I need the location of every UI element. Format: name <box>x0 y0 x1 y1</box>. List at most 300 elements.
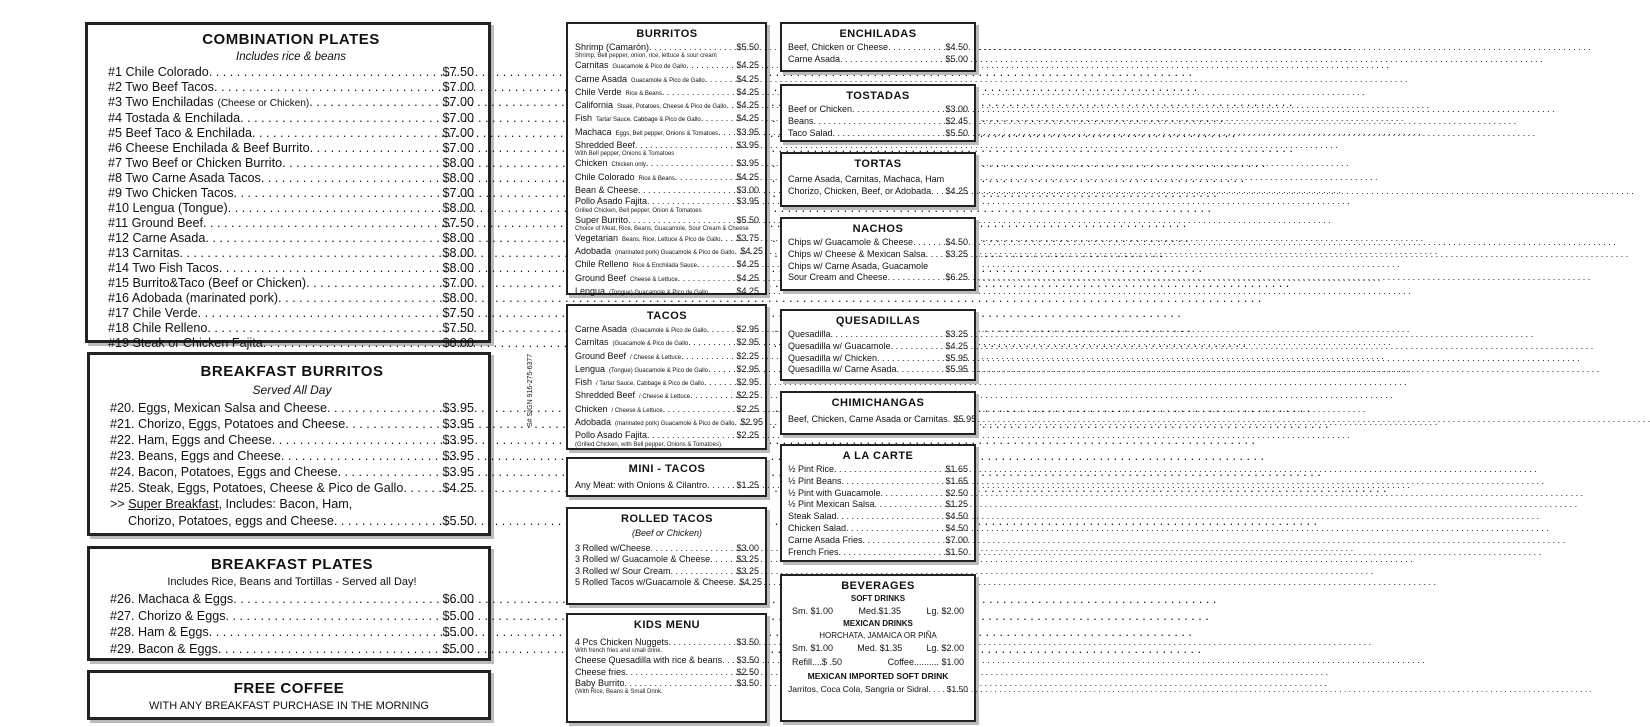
menu-item-note: Steak, Potatoes, Cheese & Pico de Gallo <box>617 104 727 111</box>
section-title: FREE COFFEE <box>233 680 345 697</box>
menu-item-price: $5.50 <box>736 42 759 52</box>
menu-item-price: $2.25 <box>736 350 759 361</box>
nachos-section: NACHOS Chips w/ Guacamole & Cheese . . . $4.50 Chips w/ Cheese & Mexican Salsa . . . $3.25 Chips w/ Carne Asada, Guacamole Sour Cream and Cheese . . . $6.25 <box>780 217 976 291</box>
menu-item <box>575 233 759 246</box>
menu-item-price: $3.95 <box>736 126 759 137</box>
mini-tacos-list <box>575 480 759 491</box>
menu-item <box>788 364 968 376</box>
menu-item-description: Shrimp, Bell pepper, onion, rice, lettuce & sour cream <box>575 53 717 60</box>
menu-item-name: 3 Rolled w/Cheese <box>575 543 651 553</box>
menu-item-name: #20. Eggs, Mexican Salsa and Cheese <box>110 401 328 415</box>
menu-item-name: Shredded Beef <box>575 140 636 151</box>
menu-item-note: Rice & Beans <box>638 175 675 182</box>
menu-item-name: #13 Carnitas <box>108 246 180 260</box>
menu-item-price: $7.50 <box>442 321 474 335</box>
menu-item-name: Carnitas <box>575 60 609 71</box>
menu-item-price: $7.00 <box>442 141 474 155</box>
menu-item-price: $5.50 <box>945 127 968 138</box>
menu-item-note: (marinated pork) Guacamole & Pico de Gallo <box>615 250 735 257</box>
menu-item-price: $7.00 <box>442 111 474 125</box>
menu-item-note: Tartar Sauce, Cabbage & Pico de Gallo <box>596 117 701 124</box>
menu-item <box>575 390 759 403</box>
menu-item-name: #15 Burrito&Taco (Beef or Chicken) <box>108 276 307 290</box>
menu-item-price: $8.00 <box>442 201 474 215</box>
menu-item-name: Pollo Asado Fajita <box>575 196 648 207</box>
menu-item-note: Guacamole & Pico de Gallo <box>631 77 705 84</box>
enchiladas-list <box>788 42 968 66</box>
menu-item-price: $4.25 <box>736 60 759 71</box>
menu-item <box>108 65 474 80</box>
menu-item-price: $4.25 <box>736 272 759 283</box>
menu-item-note: (Tongue) Guacamole & Pico de Gallo <box>609 290 709 297</box>
menu-item <box>575 42 759 53</box>
menu-item <box>575 678 759 689</box>
section-subtitle: Includes rice & beans <box>236 51 346 63</box>
menu-item-name: Adobada <box>575 246 612 257</box>
menu-item <box>108 95 474 111</box>
tacos-list <box>575 324 763 449</box>
menu-item <box>575 543 759 554</box>
menu-item <box>575 196 759 207</box>
menu-item-price: $7.50 <box>442 65 474 79</box>
menu-item <box>110 465 474 480</box>
menu-item-price: $2.95 <box>736 363 759 374</box>
menu-item <box>575 140 759 151</box>
menu-item <box>108 306 474 321</box>
menu-item-name: Chicken Salad <box>788 522 847 533</box>
menu-item-name: Quesadilla w/ Carne Asada <box>788 364 897 375</box>
menu-item-name: Carne Asada <box>788 53 841 64</box>
menu-item-price: $2.95 <box>736 337 759 348</box>
enchiladas-section <box>780 22 976 72</box>
menu-item-name: #9 Two Chicken Tacos <box>108 186 234 200</box>
menu-item-note: / Cheese & Lettuce <box>611 407 663 414</box>
menu-item <box>108 321 474 336</box>
burritos-section <box>566 22 767 295</box>
menu-item-note: Rice & Beans <box>625 90 662 97</box>
menu-item <box>575 185 759 196</box>
menu-item <box>575 215 759 226</box>
menu-item <box>575 566 759 577</box>
menu-item-price: $3.50 <box>736 677 759 688</box>
free-coffee-section <box>87 670 491 720</box>
menu-item <box>575 74 759 87</box>
section-subtitle: (Beef or Chicken) <box>631 528 703 538</box>
section-title: BREAKFAST PLATES <box>211 556 373 573</box>
tostadas-list <box>788 104 968 139</box>
menu-item-price: $2.25 <box>736 403 759 414</box>
mexican-drinks-label: MEXICAN DRINKS <box>843 619 913 628</box>
menu-item-price: $1.50 <box>946 684 968 694</box>
menu-item-name: Shrimp (Camarón) <box>575 42 650 52</box>
menu-item-price: $8.00 <box>442 156 474 170</box>
menu-item <box>108 80 474 95</box>
menu-item-price: $3.50 <box>736 655 759 666</box>
menu-item-price: $4.25 <box>945 185 968 196</box>
menu-item-price: $3.25 <box>736 554 759 565</box>
menu-item <box>788 499 968 511</box>
menu-item <box>108 141 474 156</box>
menu-item-name: Adobada <box>575 417 612 428</box>
menu-item <box>575 364 759 377</box>
menu-item-price: $2.50 <box>736 666 759 677</box>
menu-item-price: $2.25 <box>736 430 759 441</box>
quesadillas-list <box>788 329 968 376</box>
menu-item-name: Chile Colorado <box>575 171 635 182</box>
section-title: BURRITOS <box>636 28 698 40</box>
menu-item <box>575 273 759 286</box>
menu-item-price: $5.95 <box>953 414 977 424</box>
menu-item-price: $7.50 <box>442 306 474 320</box>
menu-item <box>110 609 474 624</box>
menu-item-note: Cheese & Lettuce <box>630 276 678 283</box>
side-print: S# SIGN 916-275-6377 <box>527 353 534 427</box>
menu-item-price: $2.95 <box>736 324 759 334</box>
menu-item <box>788 488 968 500</box>
menu-item-name: Chips w/ Cheese & Mexican Salsa <box>788 248 926 259</box>
section-title: BEVERAGES <box>841 580 915 592</box>
menu-item <box>108 216 474 231</box>
menu-item-price: $6.00 <box>442 592 474 606</box>
menu-item-name: #22. Ham, Eggs and Cheese <box>110 433 272 447</box>
menu-item-name: #8 Two Carne Asada Tacos <box>108 171 261 185</box>
section-title: ENCHILADAS <box>839 28 917 40</box>
menu-item <box>575 259 759 272</box>
menu-item-name: Chicken <box>575 158 608 169</box>
section-title: CHIMICHANGAS <box>831 397 925 409</box>
menu-item <box>575 158 759 171</box>
menu-item-price: $7.50 <box>442 216 474 230</box>
menu-item <box>575 60 759 73</box>
section-subtitle: WITH ANY BREAKFAST PURCHASE IN THE MORNING <box>149 700 429 712</box>
menu-item-note: Guacamole & Pico de Gallo <box>612 64 687 71</box>
menu-item <box>575 286 759 299</box>
menu-item-name: Carne Asada <box>575 73 628 84</box>
menu-item-name: Fish <box>575 377 593 388</box>
menu-item-name: Steak Salad <box>788 511 837 522</box>
section-title: MINI - TACOS <box>628 463 706 475</box>
menu-item <box>788 511 968 523</box>
menu-item: Jarritos, Coca Cola, Sangria or Sidral . . . $1.50 <box>788 683 968 695</box>
menu-item-name: Pollo Asado Fajita <box>575 430 648 441</box>
menu-item-price: $8.00 <box>442 261 474 275</box>
menu-item-name: #7 Two Beef or Chicken Burrito <box>108 156 283 170</box>
menu-item-name: #17 Chile Verde <box>108 306 198 320</box>
menu-item <box>110 625 474 640</box>
menu-item <box>788 329 968 341</box>
menu-item-name: #12 Carne Asada <box>108 231 206 245</box>
menu-item-name: 5 Rolled Tacos w/Guacamole & Cheese <box>575 576 734 587</box>
menu-item-name: #26. Machaca & Eggs <box>110 592 234 606</box>
menu-item-name: 4 Pcs Chicken Nuggets <box>575 637 669 647</box>
menu-item-price: $4.50 <box>945 237 968 247</box>
menu-item <box>575 430 759 441</box>
menu-item-price: $1.65 <box>945 464 968 474</box>
menu-item <box>575 554 759 565</box>
menu-item-price: $5.00 <box>442 608 474 623</box>
menu-item <box>788 523 968 535</box>
menu-item-price: $8.00 <box>442 231 474 245</box>
soft-drinks-label: SOFT DRINKS <box>850 594 906 603</box>
menu-item-name: #5 Beef Taco & Enchilada <box>108 126 252 140</box>
menu-item-description: With french fries and small drink. <box>575 648 663 655</box>
menu-item-name: Ground Beef <box>575 350 627 361</box>
menu-item-name: #4 Tostada & Enchilada <box>108 111 241 125</box>
a-la-carte-list <box>788 464 968 558</box>
menu-item-price: $4.50 <box>945 42 968 52</box>
super-breakfast-line-2: Chorizo, Potatoes, eggs and Cheese . . . $5.50 <box>110 514 474 529</box>
menu-item <box>575 667 759 678</box>
menu-item-name: Vegetarian <box>575 232 619 243</box>
menu-item-name: Cheese Quesadilla with rice & beans <box>575 655 723 666</box>
menu-item-price: $3.95 <box>442 401 474 415</box>
menu-item: Chorizo, Chicken, Beef, or Adobada . . . $4.25 <box>788 186 968 198</box>
menu-item-name: Super Burrito <box>575 214 629 225</box>
menu-item <box>108 276 474 291</box>
menu-item <box>575 172 759 185</box>
section-title: TORTAS <box>854 158 902 170</box>
section-subtitle: Served All Day <box>252 383 332 397</box>
menu-item <box>108 336 474 351</box>
menu-item <box>575 655 759 666</box>
menu-item-price: $7.00 <box>945 534 968 545</box>
menu-item-name: Beef or Chicken <box>788 104 853 114</box>
tostadas-section <box>780 84 976 142</box>
section-subtitle: Includes Rice, Beans and Tortillas - Served all Day! <box>167 576 417 588</box>
menu-item-price: $5.00 <box>945 53 968 64</box>
menu-item-name: Beef, Chicken or Cheese <box>788 42 889 52</box>
menu-item-name: Cheese fries <box>575 666 626 677</box>
menu-item-note: Beans, Rice, Lettuce & Pico de Gallo <box>622 236 721 243</box>
menu-item-price: $5.00 <box>442 641 474 656</box>
menu-item <box>110 449 474 464</box>
menu-item-price: $2.95 <box>740 417 763 428</box>
menu-item-price: $1.25 <box>736 480 759 490</box>
menu-item <box>788 547 968 559</box>
menu-item <box>788 128 968 140</box>
menu-item-price: $5.50 <box>736 214 759 225</box>
menu-item-name: #23. Beans, Eggs and Cheese <box>110 449 281 463</box>
menu-item-price: $3.00 <box>736 184 759 195</box>
menu-item-price: $3.95 <box>442 433 474 447</box>
menu-item-price: $8.00 <box>442 291 474 305</box>
menu-item-price: $3.25 <box>945 329 968 339</box>
nachos-list <box>788 237 968 261</box>
menu-item-price: $3.00 <box>945 104 968 114</box>
menu-item-name: Baby Burrito <box>575 677 625 688</box>
menu-item-price: $4.50 <box>945 522 968 533</box>
menu-item <box>108 186 474 201</box>
menu-item <box>108 111 474 126</box>
menu-item-name: Beef, Chicken, Carne Asada or Carnitas <box>788 414 948 424</box>
beverages-section <box>780 574 976 722</box>
menu-item-description: With Bell pepper, Onions & Tomatoes <box>575 151 675 158</box>
menu-item-note: / Cheese & Lettuce <box>639 394 691 401</box>
menu-item-name: California <box>575 100 614 111</box>
menu-item-price: $7.00 <box>442 186 474 200</box>
menu-item-name: ½ Pint Mexican Salsa <box>788 499 875 510</box>
menu-item-price: $3.95 <box>736 140 759 151</box>
menu-item <box>575 246 763 259</box>
menu-item <box>788 54 968 66</box>
menu-item-name: Carne Asada <box>575 324 628 334</box>
refill-coffee-line: Refill....$ .50 Coffee.......... $1.00 <box>792 657 964 667</box>
menu-item <box>788 42 968 54</box>
menu-item-price: $4.25 <box>736 73 759 84</box>
menu-item-price: $4.25 <box>736 113 759 124</box>
menu-item-price: $4.25 <box>739 576 762 587</box>
mini-tacos-section <box>566 457 767 497</box>
menu-item-name: Quesadilla <box>788 329 831 339</box>
menu-item-name: Shredded Beef <box>575 390 636 401</box>
menu-item-name: #18 Chile Relleno <box>108 321 208 335</box>
menu-item-name: Carnitas <box>575 337 609 348</box>
menu-item-name: Chile Relleno <box>575 259 629 270</box>
kids-menu-section <box>566 613 767 723</box>
menu-item <box>788 353 968 365</box>
menu-item-name: Lengua <box>575 286 606 297</box>
menu-item-note: (Cheese or Chicken) <box>217 98 310 109</box>
menu-item <box>575 480 759 491</box>
menu-item-price: $7.00 <box>442 80 474 94</box>
menu-item-price: $5.00 <box>442 625 474 639</box>
menu-item-name: Chile Verde <box>575 86 622 97</box>
menu-item-name: Quesadilla w/ Guacamole <box>788 340 891 351</box>
menu-item-name: #25. Steak, Eggs, Potatoes, Cheese & Pico de Gallo <box>110 481 404 495</box>
menu-item-price: $2.50 <box>945 487 968 498</box>
menu-item-price: $3.95 <box>442 417 474 431</box>
menu-item-price: $1.50 <box>945 546 968 557</box>
menu-item-name: ½ Pint Beans <box>788 475 842 486</box>
menu-item-price: $4.25 <box>736 86 759 97</box>
menu-item-name: 3 Rolled w/ Sour Cream <box>575 565 671 576</box>
menu-item-note: / Cheese & Lettuce <box>630 354 682 361</box>
menu-item-name: Ground Beef <box>575 272 627 283</box>
menu-item <box>575 87 759 100</box>
menu-item-price: $4.25 <box>736 171 759 182</box>
menu-item-price: $4.25 <box>736 286 759 297</box>
menu-item-price: $8.00 <box>442 246 474 260</box>
combination-list <box>108 65 474 351</box>
menu-item <box>788 476 968 488</box>
menu-item <box>110 417 474 432</box>
menu-item-note: / Tartar Sauce, Cabbage & Pico de Gallo <box>596 381 704 388</box>
menu-item <box>575 417 763 430</box>
menu-item-price: $8.00 <box>442 171 474 185</box>
menu-item <box>108 261 474 276</box>
menu-item-name: #24. Bacon, Potatoes, Eggs and Cheese <box>110 465 338 479</box>
rolled-tacos-section <box>566 507 767 605</box>
menu-item-name: #3 Two Enchiladas <box>108 95 214 109</box>
mexican-drinks-flavors: HORCHATA, JAMAICA OR PIÑA <box>819 631 937 640</box>
menu-item-price: $4.25 <box>945 340 968 351</box>
menu-item <box>575 637 759 648</box>
menu-item-price: $3.95 <box>442 465 474 479</box>
menu-item <box>575 351 759 364</box>
menu-item-name: #1 Chile Colorado <box>108 65 209 79</box>
menu-item-price: $3.00 <box>736 543 759 553</box>
menu-item-price: $5.95 <box>945 364 968 375</box>
menu-item <box>788 104 968 116</box>
menu-item <box>108 291 474 306</box>
menu-item-note: (Guacamole & Pico de Gallo <box>631 328 707 334</box>
menu-item <box>788 414 977 426</box>
imported-drinks-label: MEXICAN IMPORTED SOFT DRINK <box>807 671 949 681</box>
menu-item <box>788 464 968 476</box>
menu-item <box>110 592 474 607</box>
menu-item-price: $2.95 <box>736 377 759 388</box>
menu-item-name: #19 Steak or Chicken Fajita <box>108 336 263 350</box>
section-title: ROLLED TACOS <box>621 513 713 525</box>
menu-item-name: Bean & Cheese <box>575 184 639 195</box>
menu-item <box>788 116 968 128</box>
menu-item <box>110 481 474 496</box>
combination-plates-section <box>85 22 491 350</box>
menu-item <box>108 156 474 171</box>
menu-item <box>110 642 474 657</box>
menu-item-note: (Tongue) Guacamole & Pico de Gallo <box>609 367 709 374</box>
menu-item-note: Eggs, Bell pepper, Onions & Tomatoes <box>615 130 719 137</box>
menu-item-name: Fish <box>575 113 593 124</box>
menu-item-price: $1.65 <box>945 475 968 486</box>
menu-item-name: Carne Asada Fries <box>788 534 863 545</box>
breakfast-plates-section <box>87 546 491 661</box>
section-title: COMBINATION PLATES <box>202 31 380 48</box>
section-title: TOSTADAS <box>846 90 910 102</box>
menu-item <box>575 337 759 350</box>
menu-item <box>575 100 759 113</box>
menu-item-name: Chicken <box>575 403 608 414</box>
mexican-drinks-sizes: Sm. $1.00 Med. $1.35 Lg. $2.00 <box>792 643 964 653</box>
breakfast-plates-list <box>110 592 474 657</box>
menu-item-price: $3.95 <box>736 158 759 169</box>
rolled-tacos-list <box>575 543 762 588</box>
menu-item-price: $5.95 <box>945 352 968 363</box>
menu-item-price: $7.00 <box>442 276 474 290</box>
menu-item-name: Beans <box>788 115 814 126</box>
section-title: BREAKFAST BURRITOS <box>200 363 384 380</box>
menu-item-name: #27. Chorizo & Eggs <box>110 608 226 623</box>
menu-item-name: #28. Ham & Eggs <box>110 625 209 639</box>
menu-item-price: $4.25 <box>736 100 759 111</box>
super-breakfast-line: >> Super Breakfast, Includes: Bacon, Ham, <box>110 497 353 511</box>
menu-item-name: #10 Lengua (Tongue) <box>108 201 228 215</box>
menu-item <box>575 113 759 126</box>
menu-item-name: French Fries <box>788 546 839 557</box>
menu-item <box>110 433 474 448</box>
section-title: TACOS <box>646 310 688 322</box>
menu-item-name: Machaca <box>575 126 612 137</box>
menu-item <box>108 201 474 216</box>
menu-item <box>108 246 474 261</box>
menu-item-name: 3 Rolled w/ Guacamole & Cheese <box>575 554 711 565</box>
menu-item: Sour Cream and Cheese . . . $6.25 <box>788 272 968 284</box>
menu-item <box>575 127 759 140</box>
menu-item-name: Taco Salad <box>788 127 833 138</box>
menu-item-price: $3.50 <box>736 637 759 647</box>
menu-item <box>575 377 759 390</box>
menu-item <box>108 126 474 141</box>
menu-item-description: (Grilled Chicken, with Bell pepper, Onions & Tomatoes). <box>575 441 723 448</box>
menu-item-name: #16 Adobada (marinated pork) <box>108 291 279 305</box>
menu-item-name: Quesadilla w/ Chicken <box>788 352 878 363</box>
menu-item-description: Choice of Meat, Rice, Beans, Guacamole, Sour Cream & Cheese <box>575 225 749 232</box>
menu-item-name: #2 Two Beef Tacos <box>108 80 214 94</box>
quesadillas-section <box>780 309 976 381</box>
breakfast-burritos-section <box>87 352 491 536</box>
menu-item-name: Chips w/ Guacamole & Cheese <box>788 237 914 247</box>
menu-item-name: ½ Pint with Guacamole <box>788 487 881 498</box>
